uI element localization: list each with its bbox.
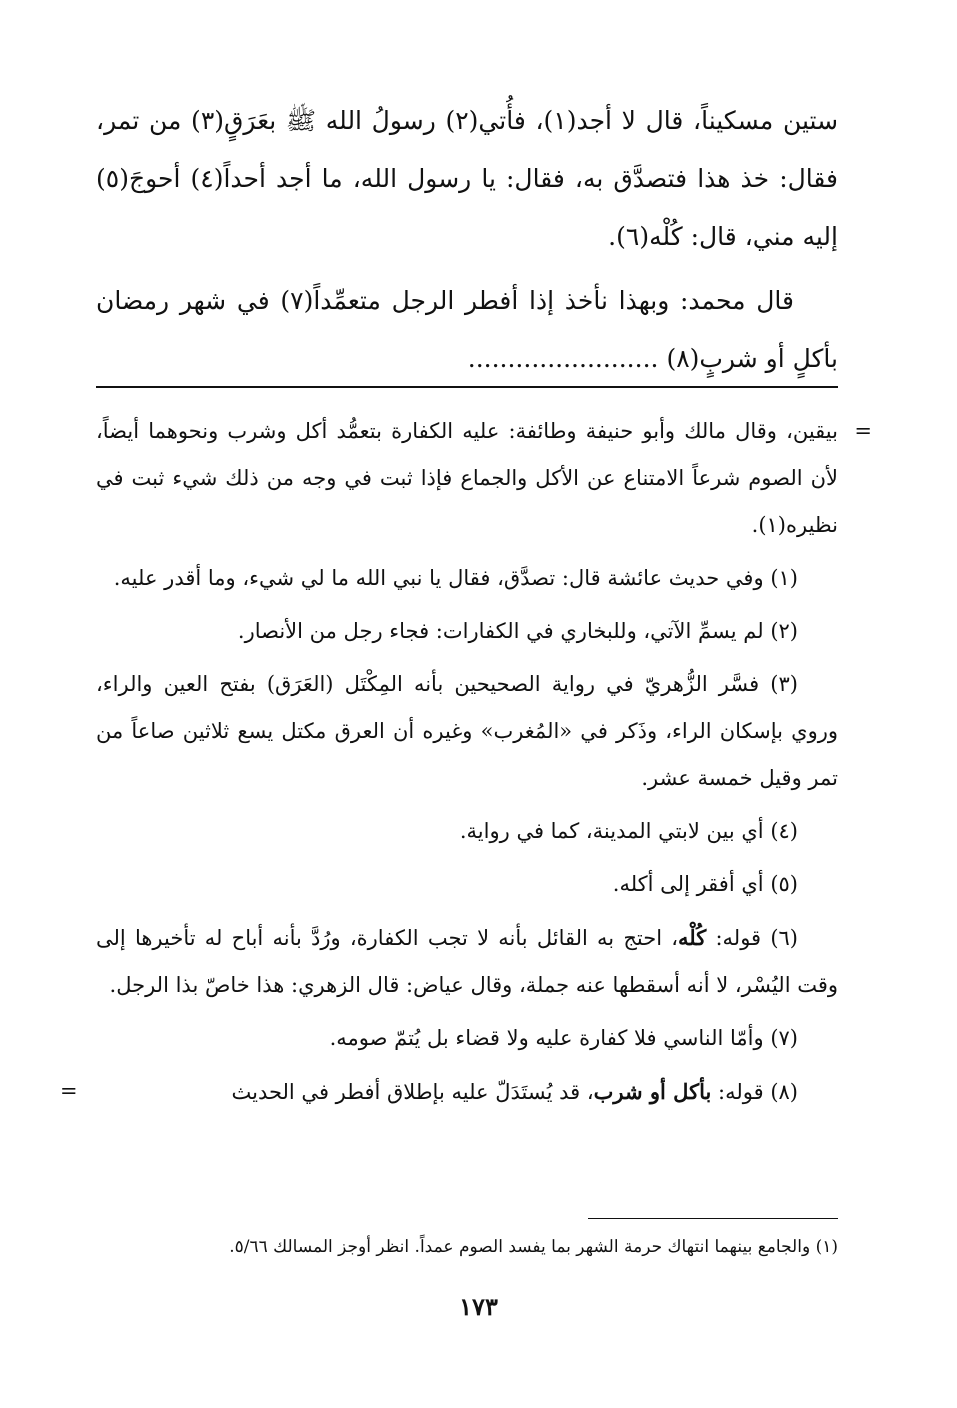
subnote-text: والجامع بينهما انتهاك حرمة الشهر بما يفسد الصوم عمداً. انظر أوجز المسالك ٥/٦٦. — [229, 1237, 811, 1257]
footnote-3 — [96, 661, 838, 802]
footnote-separator — [96, 386, 838, 388]
footnote-number: (٢) — [770, 619, 798, 643]
footnote-number: (٥) — [770, 872, 798, 896]
footnote-bold-term: كُلْه — [678, 925, 707, 950]
footnote-text: وفي حديث عائشة قال: تصدَّق، فقال يا نبي الله ما لي شيء، وما أقدر عليه. — [113, 566, 764, 590]
footnotes-section — [60, 408, 872, 1122]
footnote-continuation — [96, 408, 872, 549]
subnote-separator — [588, 1218, 838, 1219]
footnote-text: فسَّر الزُّهريّ في رواية الصحيحين بأنه المِكْتَل (العَرَق) بفتح العين والراء، وروي بإسكان الراء، وذَكر في «المُغرب» وغيره أن العرق مكتل يسع ثلاثين صاعاً من تمر وقيل خمسة عشر. — [96, 672, 838, 790]
footnote-text: ، احتج به القائل بأنه لا تجب الكفارة، ورُدَّ بأنه أباح له تأخيرها إلى وقت اليُسْر، لا أنه أسقطها عنه جملة، وقال عياض: قال الزهري: هذا خاصّ بذا الرجل. — [96, 926, 838, 997]
footnote-number: (١) — [770, 566, 798, 590]
main-paragraph-2-text: قال محمد: وبهذا نأخذ إذا أفطر الرجل متعمِّداً(٧) في شهر رمضان بأكلٍ أو شربٍ(٨) — [96, 286, 838, 373]
footnote-bold-term: بأكل أو شرب — [593, 1079, 712, 1104]
footnote-text: أي أفقر إلى أكله. — [612, 872, 764, 896]
footnote-prefix: قوله: — [706, 926, 762, 950]
footnote-text: ، قد يُستَدَلّ عليه بإطلاق أفطر في الحديث — [231, 1080, 594, 1104]
footnote-number: (٤) — [770, 819, 798, 843]
continuation-mark: = — [854, 419, 872, 443]
footnote-7 — [96, 1015, 838, 1062]
footnote-number: (٧) — [770, 1026, 798, 1050]
footnote-2 — [96, 608, 838, 655]
main-text — [96, 92, 838, 388]
footnote-number: (٨) — [770, 1080, 798, 1104]
continued-mark: = — [60, 1079, 78, 1103]
footnote-text: وأمّا الناسي فلا كفارة عليه ولا قضاء بل يُتمّ صومه. — [329, 1026, 764, 1050]
continuation-text: بيقين، وقال مالك وأبو حنيفة وطائفة: عليه الكفارة بتعمُّد أكل وشرب ونحوهما أيضاً، لأن الصوم شرعاً الامتناع عن الأكل والجماع فإذا ثبت في وجه من ذلك شيء ثبت في نظيره(١). — [96, 419, 838, 537]
footnote-number: (٦) — [770, 926, 798, 950]
footnote-6 — [96, 914, 838, 1009]
main-paragraph-1: ستين مسكيناً، قال لا أجد(١)، فأُتي(٢) رسولُ الله ﷺ بعَرَقٍ(٣) من تمر، فقال: خذ هذا فتصدَّق به، فقال: يا رسول الله، ما أجد أحداً(٤) أحوجَ(٥) إليه مني، قال: كُلْه(٦). — [96, 106, 839, 251]
sub-footnote — [96, 1232, 838, 1262]
ellipsis-dots: ........................ — [467, 344, 659, 373]
subnote-number: (١) — [815, 1237, 838, 1257]
footnote-number: (٣) — [770, 672, 798, 696]
footnote-text: لم يسمِّ الآتي، وللبخاري في الكفارات: فجاء رجل من الأنصار. — [237, 619, 764, 643]
page-number: ١٧٣ — [459, 1292, 498, 1321]
main-paragraph-2 — [96, 272, 838, 388]
footnote-text: أي بين لابتي المدينة، كما في رواية. — [459, 819, 764, 843]
footnote-1 — [96, 555, 838, 602]
footnote-8 — [60, 1068, 838, 1116]
footnote-4 — [96, 808, 838, 855]
footnote-prefix: قوله: — [711, 1080, 764, 1104]
footnote-5 — [96, 861, 838, 908]
